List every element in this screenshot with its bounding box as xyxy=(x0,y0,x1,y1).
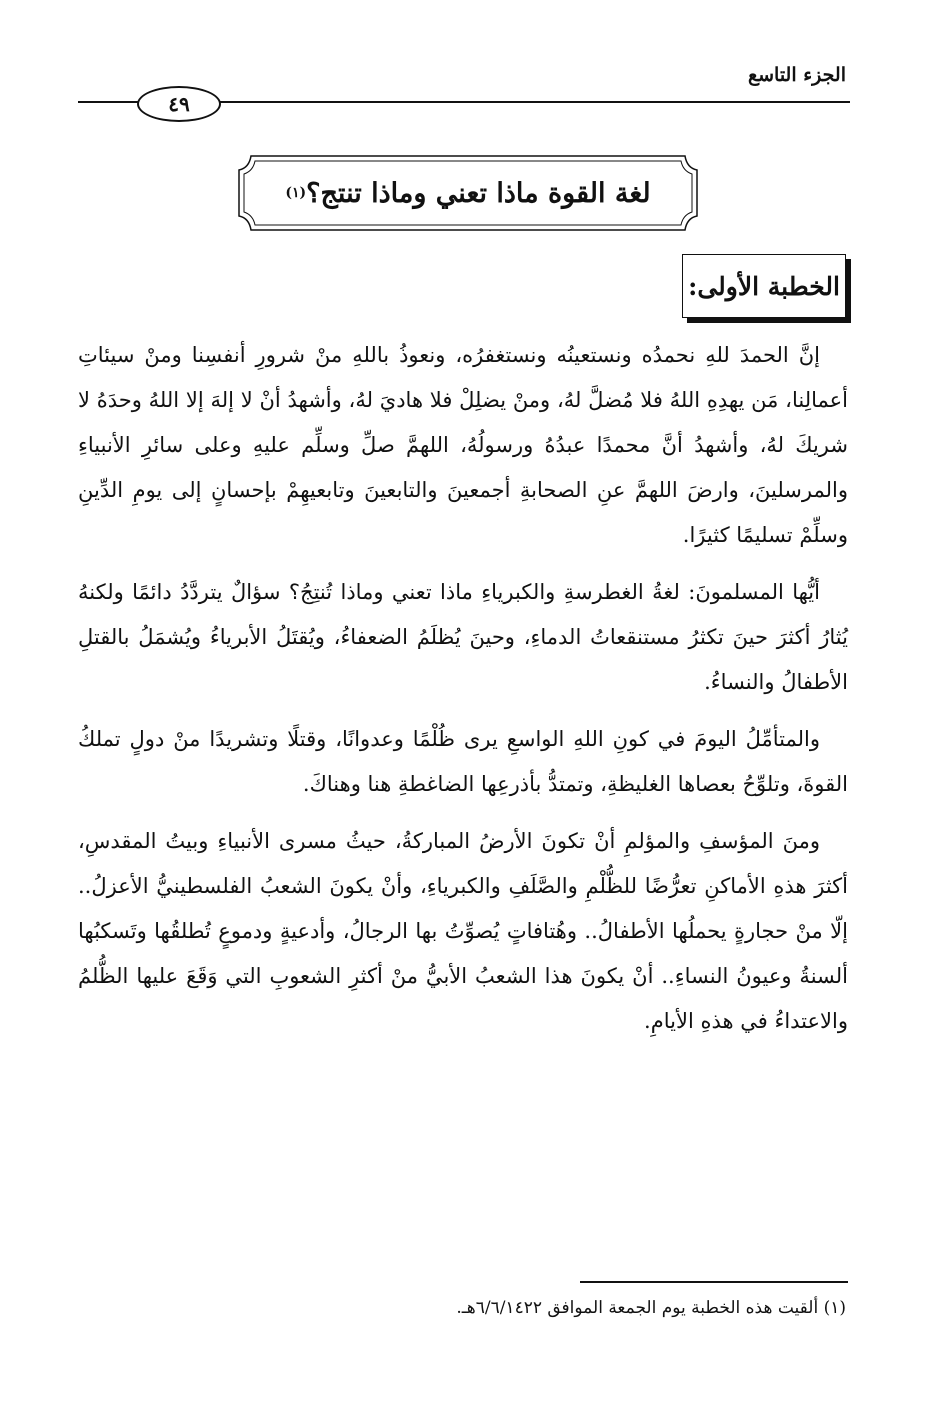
section-label: الخطبة الأولى: xyxy=(682,254,846,318)
running-title: الجزء التاسع xyxy=(748,64,846,86)
page-number: ٤٩ xyxy=(137,86,221,122)
footnote: (١) ألقيت هذه الخطبة يوم الجمعة الموافق ٦/٦/١٤٢٢هـ. xyxy=(456,1298,846,1318)
paragraph: ومنَ المؤسفِ والمؤلمِ أنْ تكونَ الأرضُ المباركةُ، حيثُ مسرى الأنبياءِ وبيتُ المقدسِ، أكثرَ هذهِ الأماكنِ تعرُّضًا للظُّلْمِ والصَّلَفِ والكبرياءِ، وأنْ يكونَ الشعبُ الفلسطينيُّ الأعزلُ.. إلّا منْ حجارةٍ يحملُها الأطفالُ.. وهُتافاتٍ يُصوِّتُ بها الرجالُ، وأدعيةٍ ودموعٍ تُطلقُها وتَسكبُها ألسنةُ وعيونُ النساءِ.. أنْ يكونَ هذا الشعبُ الأبيُّ منْ أكثرِ الشعوبِ التي وَقَعَ عليها الظُّلمُ والاعتداءُ في هذهِ الأيامِ. xyxy=(78,829,848,1033)
paragraph: إنَّ الحمدَ للهِ نحمدُه ونستعينُه ونستغفرُه، ونعوذُ باللهِ منْ شرورِ أنفسِنا ومنْ سيئاتِ أعمالِنا، مَن يهدِهِ اللهُ فلا مُضلَّ لهُ، ومنْ يضلِلْ فلا هاديَ لهُ، وأشهدُ أنْ لا إلهَ إلا اللهُ وحدَهُ لا شريكَ لهُ، وأشهدُ أنَّ محمدًا عبدُهُ ورسولُهُ، اللهمَّ صلِّ وسلِّم عليهِ وعلى سائرِ الأنبياءِ والمرسلينَ، وارضَ اللهمَّ عنِ الصحابةِ أجمعينَ والتابعينَ وتابعيهِمْ بإحسانٍ إلى يومِ الدِّينِ وسلِّمْ تسليمًا كثيرًا. xyxy=(78,343,848,547)
paragraph: والمتأمِّلُ اليومَ في كونِ اللهِ الواسعِ يرى ظُلْمًا وعدوانًا، وقتلًا وتشريدًا منْ دولٍ تملكُ القوةَ، وتلوِّحُ بعصاها الغليظةِ، وتمتدُّ بأذرعِها الضاغطةِ هنا وهناكَ. xyxy=(78,727,848,796)
title-frame xyxy=(233,150,703,236)
paragraph: أيُّها المسلمونَ: لغةُ الغطرسةِ والكبرياءِ ماذا تعني وماذا تُنتِجُ؟ سؤالٌ يتردَّدُ دائمًا ولكنهُ يُثارُ أكثرَ حينَ تكثرُ مستنقعاتُ الدماءِ، وحينَ يُظلَمُ الضعفاءُ، ويُقتَلُ الأبرياءُ ويُشمَلُ بالقتلِ الأطفالُ والنساءُ. xyxy=(78,580,848,694)
footnote-rule xyxy=(580,1281,848,1283)
title-footnote-marker[interactable]: (١) xyxy=(285,185,307,201)
sermon-body xyxy=(78,333,848,1056)
chapter-title xyxy=(233,150,703,236)
chapter-title-text: لغة القوة ماذا تعني وماذا تنتج؟ xyxy=(306,177,651,209)
